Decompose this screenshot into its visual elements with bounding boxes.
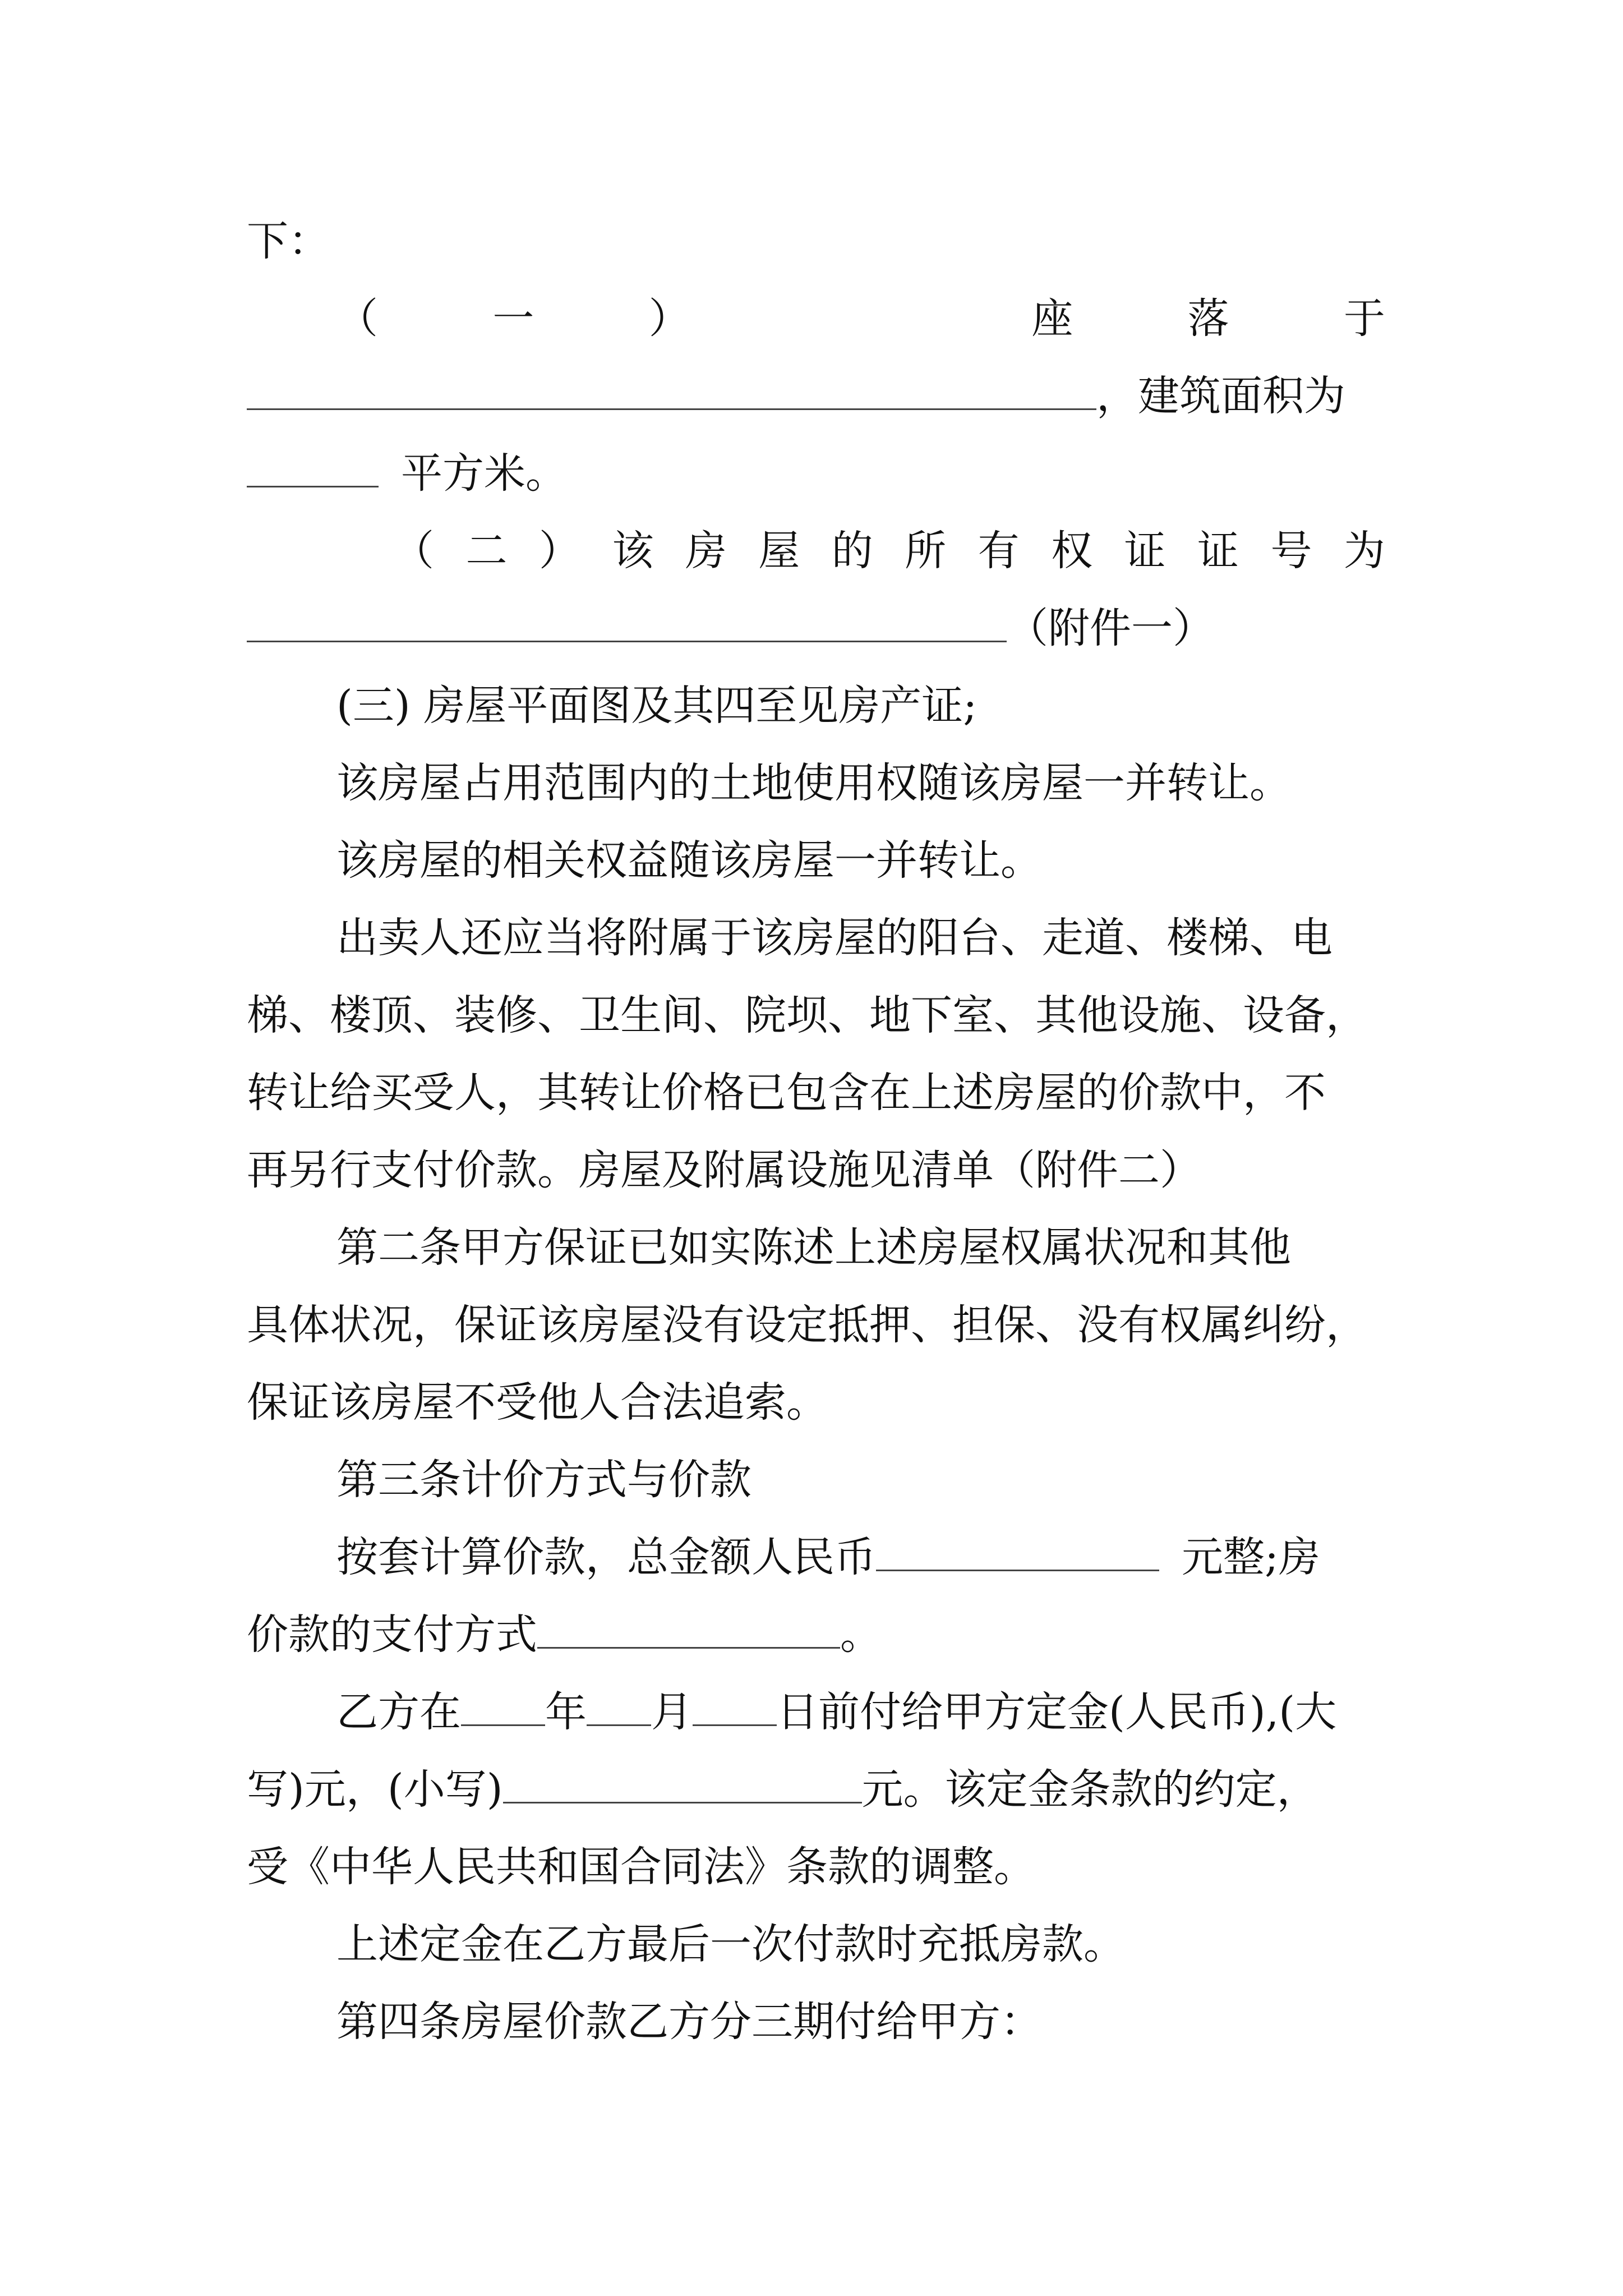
text-line [336, 1684, 1385, 1740]
fill-in-blank[interactable] [876, 1535, 1159, 1571]
text-line-justified [336, 291, 1385, 347]
text-line [247, 1761, 1385, 1818]
text-line [336, 1529, 1385, 1585]
fill-in-blank[interactable] [247, 606, 1007, 642]
text-char: 证 [1124, 527, 1166, 575]
text-char: 落 [1187, 295, 1229, 343]
text-line: 再另行支付价款。房屋及附属设施见清单（附件二） [247, 1146, 1201, 1194]
text-line: (三) 房屋平面图及其四至见房产证; [336, 682, 978, 730]
text-segment: 年 [545, 1688, 587, 1736]
text-segment: 元。该定金条款的约定， [861, 1765, 1318, 1814]
text-line: 上述定金在乙方最后一次付款时充抵房款。 [336, 1920, 1125, 1968]
fill-in-blank[interactable] [461, 1690, 545, 1726]
text-line: 该房屋的相关权益随该房屋一并转让。 [336, 836, 1042, 885]
text-segment: 价款的支付方式 [247, 1611, 537, 1659]
text-char: 权 [1051, 527, 1093, 575]
text-char: 该 [612, 527, 654, 575]
text-segment: ，建筑面积为 [1096, 372, 1345, 420]
text-segment: 写)元，(小写) [247, 1765, 503, 1814]
text-char: 所 [905, 527, 947, 575]
text-segment: （附件一） [1007, 604, 1214, 652]
text-segment: 平方米。 [401, 449, 567, 498]
text-line: 出卖人还应当将附属于该房屋的阳台、走道、楼梯、电 [336, 914, 1332, 962]
text-char: 一 [492, 295, 534, 343]
text-line: 梯、楼顶、装修、卫生间、院坝、地下室、其他设施、设备， [247, 991, 1367, 1039]
text-line [247, 1607, 1385, 1663]
text-char: ） [538, 527, 580, 575]
text-char: 二 [465, 527, 508, 575]
text-line: 第二条甲方保证已如实陈述上述房屋权属状况和其他 [336, 1223, 1291, 1272]
text-char: 有 [978, 527, 1020, 575]
text-line: 转让给买受人，其转让价格已包含在上述房屋的价款中，不 [247, 1069, 1326, 1117]
fill-in-blank[interactable] [247, 451, 379, 487]
text-segment: 月 [651, 1688, 693, 1736]
text-char: （ [393, 527, 434, 575]
text-char: 于 [1343, 295, 1385, 343]
fill-in-blank[interactable] [247, 374, 1096, 410]
text-char: ） [648, 295, 690, 343]
text-char: 房 [685, 527, 727, 575]
text-line: 该房屋占用范围内的土地使用权随该房屋一并转让。 [336, 759, 1291, 807]
fill-in-blank[interactable] [693, 1690, 777, 1726]
text-char: （ [336, 295, 378, 343]
fill-in-blank[interactable] [503, 1767, 862, 1803]
text-line: 第三条计价方式与价款 [336, 1456, 751, 1504]
text-line: 第四条房屋价款乙方分三期付给甲方： [336, 1998, 1042, 2046]
text-line: 保证该房屋不受他人合法追索。 [247, 1378, 828, 1427]
text-char: 座 [1031, 295, 1073, 343]
fill-in-blank[interactable] [587, 1690, 651, 1726]
text-char: 的 [831, 527, 873, 575]
text-line: 具体状况，保证该房屋没有设定抵押、担保、没有权属纠纷， [247, 1301, 1367, 1349]
text-line [247, 368, 1385, 424]
text-char: 屋 [758, 527, 800, 575]
text-line: 受《中华人民共和国合同法》条款的调整。 [247, 1843, 1035, 1891]
text-line [247, 445, 1385, 501]
text-segment: 按套计算价款，总金额人民币 [336, 1533, 876, 1581]
fill-in-blank[interactable] [537, 1612, 840, 1649]
text-line-justified [393, 523, 1385, 579]
text-segment: 乙方在 [336, 1688, 461, 1736]
text-segment: 日前付给甲方定金(人民币),(大 [777, 1688, 1337, 1736]
text-segment: 元整;房 [1182, 1533, 1320, 1581]
text-segment: 。 [840, 1611, 882, 1659]
text-char: 证 [1197, 527, 1239, 575]
text-char: 号 [1270, 527, 1312, 575]
text-line: 下： [247, 217, 330, 265]
text-char: 为 [1343, 527, 1385, 575]
text-line [247, 600, 1385, 656]
